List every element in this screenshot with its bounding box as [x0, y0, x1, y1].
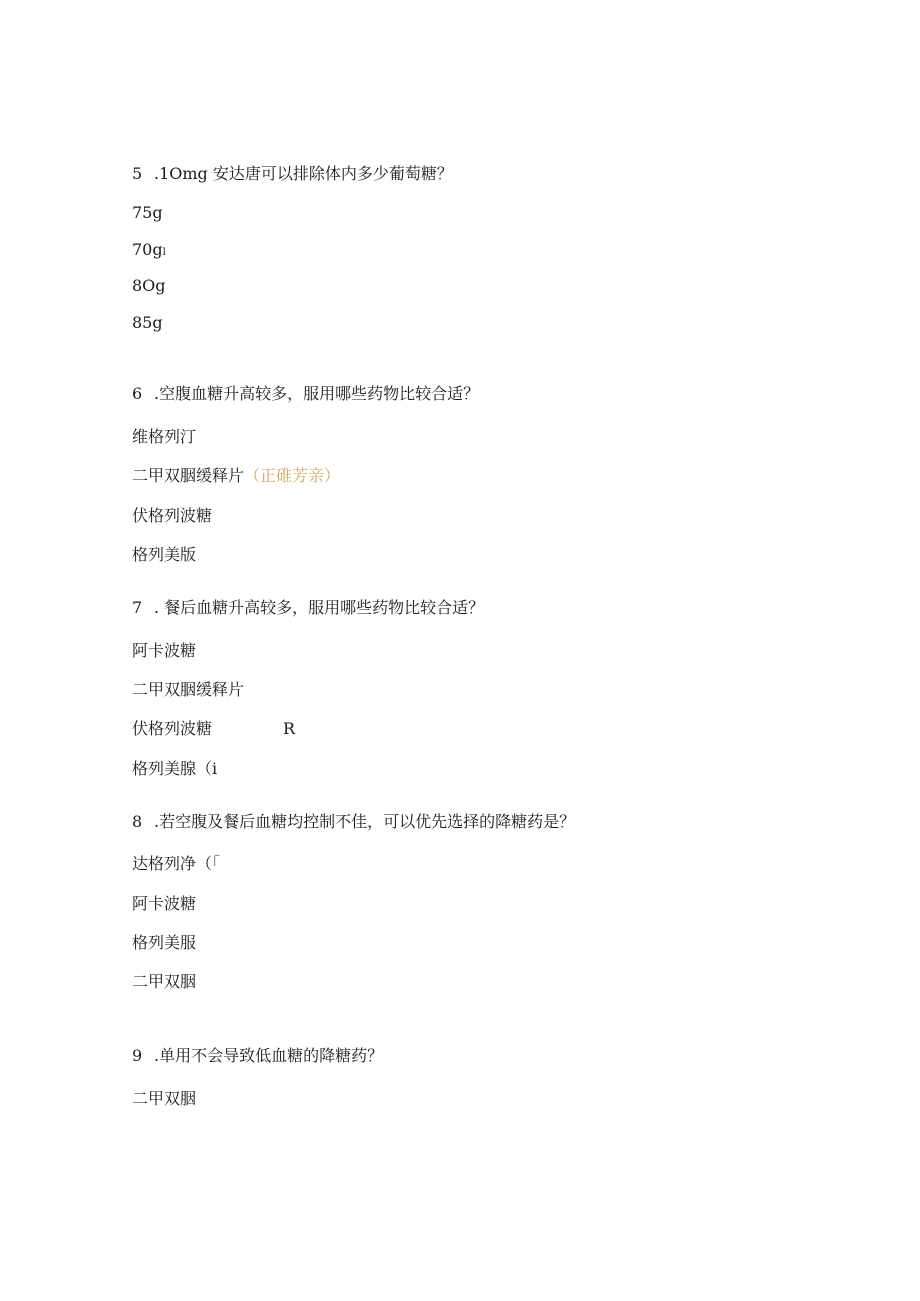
- option-q5-1: 75g: [132, 203, 163, 222]
- stray-mark: l: [162, 247, 166, 258]
- option-q6-3: 伏格列波糖: [132, 506, 213, 525]
- option-q7-2: 二甲双胭缓释片: [132, 680, 245, 699]
- option-q5-4: 85g: [132, 313, 163, 332]
- question-7: [132, 598, 484, 618]
- question-8: [132, 812, 575, 832]
- option-text: 二甲双胭缓释片: [132, 466, 245, 485]
- option-q8-1: 达格列净（「: [132, 854, 221, 873]
- question-number: 7: [132, 598, 143, 617]
- question-text: .若空腹及餐后血糖均控制不佳，可以优先选择的降糖药是？: [154, 812, 576, 831]
- option-q6-2: [132, 466, 340, 486]
- question-9: [132, 1046, 383, 1066]
- option-q7-4: 格列美腺（i: [132, 759, 218, 778]
- option-q8-4: 二甲双胭: [132, 972, 197, 991]
- option-q9-1: 二甲双胭: [132, 1089, 197, 1108]
- question-number: 6: [132, 384, 143, 403]
- option-q7-1: 阿卡波糖: [132, 641, 197, 660]
- question-6: [132, 384, 479, 404]
- question-text: .1Omg 安达唐可以排除体内多少葡萄糖？: [154, 164, 453, 183]
- question-text: . 餐后血糖升高较多，服用哪些药物比较合适？: [154, 598, 485, 617]
- question-number: 5: [132, 164, 143, 183]
- option-q6-1: 维格列汀: [132, 427, 197, 446]
- option-text: 70g: [132, 240, 163, 259]
- option-q6-4: 格列美版: [132, 545, 197, 564]
- question-text: .空腹血糖升高较多，服用哪些药物比较合适？: [154, 384, 480, 403]
- question-number: 8: [132, 812, 143, 831]
- question-number: 9: [132, 1046, 143, 1065]
- question-5: [132, 164, 453, 184]
- option-q8-2: 阿卡波糖: [132, 894, 197, 913]
- option-q5-2: [132, 240, 166, 263]
- stray-mark: R: [283, 719, 296, 738]
- option-q7-3: 伏格列波糖: [132, 719, 213, 738]
- option-q8-3: 格列美服: [132, 933, 197, 952]
- answer-note: （正碓芳亲）: [244, 466, 341, 485]
- question-text: .单用不会导致低血糖的降糖药？: [154, 1046, 384, 1065]
- option-q5-3: 8Og: [132, 276, 166, 295]
